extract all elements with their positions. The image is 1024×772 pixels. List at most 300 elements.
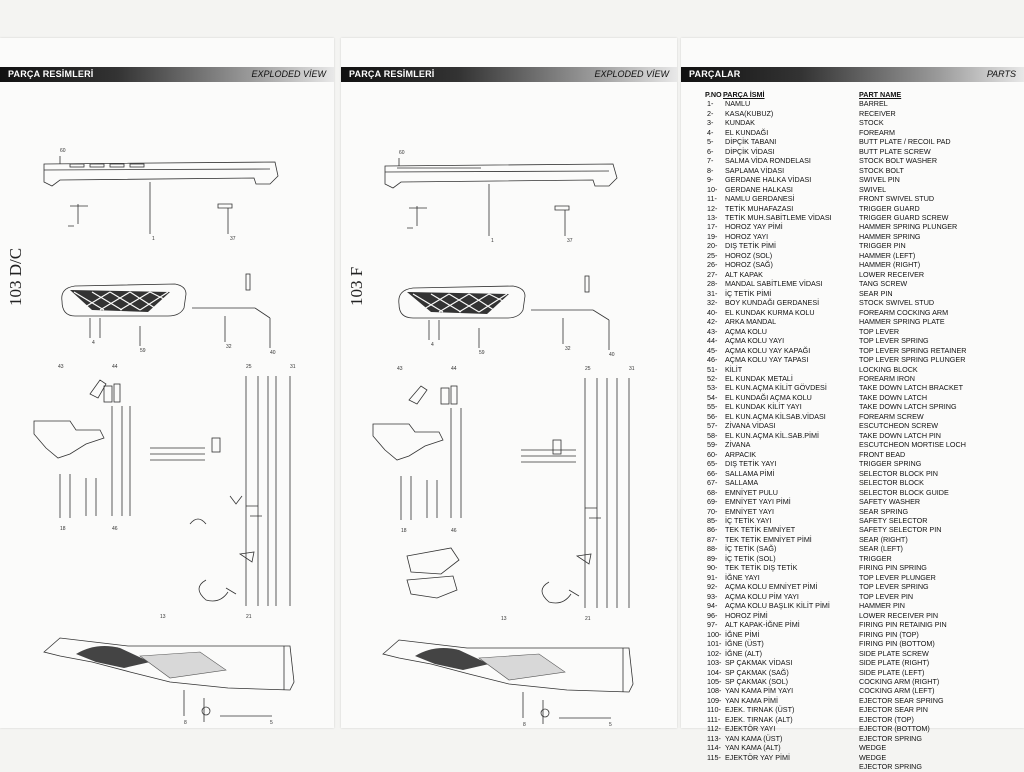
part-name-tr: İĞNE (ÜST) bbox=[725, 639, 764, 649]
part-number: 5- bbox=[707, 137, 714, 147]
part-name-tr: GERDANE HALKA VİDASI bbox=[725, 175, 812, 185]
part-name-tr: EMNİYET PULU bbox=[725, 487, 778, 497]
part-number: 54- bbox=[707, 392, 718, 402]
part-name-tr: EJEKTÖR YAY PİMİ bbox=[725, 752, 790, 762]
part-number: 27- bbox=[707, 269, 718, 279]
part-row-tr bbox=[705, 525, 855, 534]
part-name-tr: KİLİT bbox=[725, 364, 743, 374]
part-name-en: STOCK bbox=[859, 118, 884, 128]
part-row-tr bbox=[705, 450, 855, 459]
part-name-tr: İÇ TETİK (SOL) bbox=[725, 553, 776, 563]
part-name-en: TRIGGER GUARD SCREW bbox=[859, 213, 949, 223]
parts-column-en bbox=[859, 90, 1019, 772]
part-number: 25- bbox=[707, 250, 718, 260]
part-name-tr: İĞNE (ALT) bbox=[725, 648, 763, 658]
part-number: 31- bbox=[707, 288, 718, 298]
part-row-tr bbox=[705, 601, 855, 610]
part-name-en: FIRING PIN (TOP) bbox=[859, 629, 919, 639]
part-number: 102- bbox=[707, 648, 722, 658]
part-number: 96- bbox=[707, 610, 718, 620]
part-row-tr bbox=[705, 554, 855, 563]
svg-text:31: 31 bbox=[290, 364, 296, 370]
part-number: 110- bbox=[707, 705, 721, 715]
part-row-tr bbox=[705, 582, 855, 591]
svg-text:13: 13 bbox=[501, 616, 507, 622]
part-row-tr bbox=[705, 213, 855, 222]
svg-text:4: 4 bbox=[92, 340, 95, 346]
part-name-tr: AÇMA KOLU YAY TAPASI bbox=[725, 355, 809, 365]
part-row-tr bbox=[705, 677, 855, 686]
part-name-en: TRIGGER PIN bbox=[859, 241, 906, 251]
part-name-en: SAFETY WASHER bbox=[859, 497, 921, 507]
part-number: 112- bbox=[707, 724, 721, 734]
part-name-en: EJECTOR SEAR SPRING bbox=[859, 695, 944, 705]
part-row-tr bbox=[705, 497, 855, 506]
exploded-view-drawing bbox=[341, 86, 677, 726]
part-row-tr bbox=[705, 317, 855, 326]
part-number: 115- bbox=[707, 752, 721, 762]
exploded-view-page-left bbox=[0, 38, 334, 728]
part-name-en: TOP LEVER SPRING bbox=[859, 582, 929, 592]
part-name-tr: SP ÇAKMAK (SAĞ) bbox=[725, 667, 789, 677]
svg-text:44: 44 bbox=[112, 364, 118, 370]
part-number: 13- bbox=[707, 213, 718, 223]
svg-text:18: 18 bbox=[60, 526, 66, 532]
part-name-tr: SALLAMA bbox=[725, 478, 759, 488]
part-name-tr: DIŞ TETİK YAYI bbox=[725, 459, 777, 469]
svg-text:59: 59 bbox=[479, 350, 485, 356]
part-name-tr: EL KUNDAK KURMA KOLU bbox=[725, 307, 815, 317]
part-name-tr: ALT KAPAK bbox=[725, 269, 763, 279]
part-name-en: TAKE DOWN LATCH PIN bbox=[859, 430, 941, 440]
part-number: 65- bbox=[707, 459, 718, 469]
svg-text:60: 60 bbox=[399, 150, 405, 156]
part-number: 40- bbox=[707, 307, 718, 317]
part-name-en: COCKING ARM (LEFT) bbox=[859, 686, 935, 696]
part-row-tr bbox=[705, 365, 855, 374]
part-row-tr bbox=[705, 734, 855, 743]
part-name-en: EJECTOR (BOTTOM) bbox=[859, 724, 930, 734]
svg-text:25: 25 bbox=[246, 364, 252, 370]
part-row-tr bbox=[705, 289, 855, 298]
part-number: 52- bbox=[707, 373, 718, 383]
part-name-tr: SALMA VİDA RONDELASI bbox=[725, 156, 811, 166]
part-name-en: FOREARM COCKING ARM bbox=[859, 307, 949, 317]
part-number: 109- bbox=[707, 695, 722, 705]
pno-header: P.NO bbox=[705, 90, 722, 99]
part-row-tr bbox=[705, 156, 855, 165]
part-name-tr: ZİVANA bbox=[725, 440, 751, 450]
part-row-tr bbox=[705, 563, 855, 572]
part-number: 32- bbox=[707, 298, 718, 308]
part-name-en: FOREARM SCREW bbox=[859, 411, 924, 421]
part-name-tr: EMNİYET YAYI PİMİ bbox=[725, 497, 791, 507]
part-name-tr: AÇMA KOLU YAY KAPAĞI bbox=[725, 345, 811, 355]
part-name-en: TRIGGER GUARD bbox=[859, 203, 920, 213]
svg-text:21: 21 bbox=[585, 616, 591, 622]
part-name-tr: KUNDAK bbox=[725, 118, 755, 128]
part-name-en: ESCUTCHEON MORTISE LOCH bbox=[859, 440, 966, 450]
part-number: 87- bbox=[707, 534, 718, 544]
part-row-tr bbox=[705, 535, 855, 544]
part-number: 42- bbox=[707, 317, 718, 327]
svg-text:46: 46 bbox=[451, 528, 457, 534]
parts-header-en: PART NAME bbox=[859, 90, 902, 99]
part-name-tr: AÇMA KOLU EMNİYET PİMİ bbox=[725, 582, 818, 592]
part-name-tr: EL KUNDAĞI AÇMA KOLU bbox=[725, 392, 812, 402]
part-row-tr bbox=[705, 279, 855, 288]
part-row-tr bbox=[705, 336, 855, 345]
svg-text:43: 43 bbox=[397, 366, 403, 372]
part-name-en: SELECTOR BLOCK PIN bbox=[859, 468, 938, 478]
part-name-en: SELECTOR BLOCK bbox=[859, 478, 924, 488]
part-name-en: HAMMER SPRING PLATE bbox=[859, 317, 945, 327]
svg-text:18: 18 bbox=[401, 528, 407, 534]
part-name-tr: ARPACIK bbox=[725, 449, 757, 459]
part-name-en: HAMMER (LEFT) bbox=[859, 250, 916, 260]
part-row-tr bbox=[705, 166, 855, 175]
header-title-tr: PARÇA RESİMLERİ bbox=[8, 69, 94, 79]
part-name-tr: EL KUN.AÇMA KİL.SAB.PİMİ bbox=[725, 430, 819, 440]
part-name-en: EJECTOR (TOP) bbox=[859, 714, 914, 724]
part-name-en: TOP LEVER PLUNGER bbox=[859, 572, 936, 582]
part-name-en: HAMMER (RIGHT) bbox=[859, 260, 921, 270]
part-name-en: TAKE DOWN LATCH bbox=[859, 392, 928, 402]
part-number: 1- bbox=[707, 99, 714, 109]
part-number: 103- bbox=[707, 658, 722, 668]
part-name-tr: YAN KAMA (ÜST) bbox=[725, 733, 783, 743]
svg-text:31: 31 bbox=[629, 366, 635, 372]
svg-text:46: 46 bbox=[112, 526, 118, 532]
part-row-tr bbox=[705, 649, 855, 658]
part-number: 46- bbox=[707, 355, 718, 365]
part-name-tr: DIŞ TETİK PİMİ bbox=[725, 241, 776, 251]
part-name-tr: İÇ TETİK (SAĞ) bbox=[725, 544, 777, 554]
part-name-en: BUTT PLATE SCREW bbox=[859, 146, 931, 156]
part-row-tr bbox=[705, 232, 855, 241]
part-name-en: FOREARM IRON bbox=[859, 373, 915, 383]
part-number: 86- bbox=[707, 525, 718, 535]
part-number: 97- bbox=[707, 620, 718, 630]
part-name-tr: TETİK MUHAFAZASI bbox=[725, 203, 794, 213]
svg-text:44: 44 bbox=[451, 366, 457, 372]
part-name-en: HAMMER SPRING PLUNGER bbox=[859, 222, 958, 232]
part-name-en: BARREL bbox=[859, 99, 888, 109]
part-row-tr bbox=[705, 516, 855, 525]
part-number: 94- bbox=[707, 601, 718, 611]
part-row-tr bbox=[705, 658, 855, 667]
part-row-tr bbox=[705, 478, 855, 487]
part-number: 88- bbox=[707, 544, 718, 554]
part-name-en: FRONT BEAD bbox=[859, 449, 906, 459]
part-name-tr: HOROZ PİMİ bbox=[725, 610, 768, 620]
part-row-tr bbox=[705, 393, 855, 402]
part-name-en: EJECTOR SPRING bbox=[859, 733, 922, 743]
part-number: 10- bbox=[707, 184, 718, 194]
part-number: 7- bbox=[707, 156, 714, 166]
svg-text:4: 4 bbox=[431, 342, 434, 348]
part-number: 2- bbox=[707, 108, 714, 118]
part-name-en: TAKE DOWN LATCH BRACKET bbox=[859, 383, 963, 393]
part-name-tr: ZİVANA VİDASI bbox=[725, 421, 776, 431]
part-number: 28- bbox=[707, 279, 718, 289]
part-number: 43- bbox=[707, 326, 718, 336]
svg-text:32: 32 bbox=[226, 344, 232, 350]
part-name-tr: EJEK. TIRNAK (ALT) bbox=[725, 714, 793, 724]
header-title-tr: PARÇA RESİMLERİ bbox=[349, 69, 435, 79]
part-row-tr bbox=[705, 185, 855, 194]
part-number: 90- bbox=[707, 563, 718, 573]
part-name-tr: TEK TETİK DIŞ TETİK bbox=[725, 563, 798, 573]
part-name-tr: SALLAMA PİMİ bbox=[725, 468, 775, 478]
part-name-en: STOCK BOLT bbox=[859, 165, 904, 175]
model-label: 103 D/C bbox=[6, 247, 25, 306]
part-name-tr: SP ÇAKMAK VİDASI bbox=[725, 658, 793, 668]
part-number: 104- bbox=[707, 667, 722, 677]
part-name-tr: GERDANE HALKASI bbox=[725, 184, 793, 194]
section-header bbox=[681, 67, 1024, 82]
svg-text:59: 59 bbox=[140, 348, 146, 354]
part-row-tr bbox=[705, 592, 855, 601]
part-row-tr bbox=[705, 469, 855, 478]
svg-text:37: 37 bbox=[567, 238, 573, 244]
part-name-tr: HOROZ (SAĞ) bbox=[725, 260, 773, 270]
part-name-en: WEDGE bbox=[859, 743, 887, 753]
part-name-en: SIDE PLATE SCREW bbox=[859, 648, 929, 658]
part-row-tr bbox=[705, 611, 855, 620]
part-number: 113- bbox=[707, 733, 721, 743]
part-number: 92- bbox=[707, 582, 718, 592]
part-number: 12- bbox=[707, 203, 718, 213]
part-name-en: SEAR (RIGHT) bbox=[859, 534, 908, 544]
part-name-en: TOP LEVER PIN bbox=[859, 591, 914, 601]
part-number: 66- bbox=[707, 468, 718, 478]
part-number: 20- bbox=[707, 241, 718, 251]
part-row-tr bbox=[705, 327, 855, 336]
part-name-en: TAKE DOWN LATCH SPRING bbox=[859, 402, 957, 412]
part-name-tr: YAN KAMA PİMİ bbox=[725, 695, 778, 705]
part-row-tr bbox=[705, 696, 855, 705]
part-name-tr: TEK TETİK EMNİYET bbox=[725, 525, 796, 535]
part-name-en: STOCK SWIVEL STUD bbox=[859, 298, 935, 308]
part-row-tr bbox=[705, 724, 855, 733]
header-title-en: EXPLODED VİEW bbox=[594, 69, 669, 79]
part-row-tr bbox=[705, 431, 855, 440]
part-row-tr bbox=[705, 762, 855, 771]
part-row-tr bbox=[705, 374, 855, 383]
part-number: 89- bbox=[707, 553, 718, 563]
part-number: 111- bbox=[707, 714, 721, 724]
part-name-en: TOP LEVER SPRING RETAINER bbox=[859, 345, 967, 355]
part-number: 101- bbox=[707, 639, 722, 649]
part-name-tr: HOROZ YAY PİMİ bbox=[725, 222, 783, 232]
part-name-en: TOP LEVER SPRING bbox=[859, 336, 929, 346]
part-row-tr bbox=[705, 630, 855, 639]
part-name-tr: YAN KAMA (ALT) bbox=[725, 743, 781, 753]
part-name-en: TOP LEVER bbox=[859, 326, 900, 336]
svg-text:60: 60 bbox=[60, 148, 66, 154]
svg-text:40: 40 bbox=[270, 350, 276, 356]
exploded-view-page-middle bbox=[341, 38, 677, 728]
part-row-tr bbox=[705, 204, 855, 213]
part-number: 11- bbox=[707, 194, 717, 204]
parts-table bbox=[681, 90, 1024, 772]
part-name-en: FIRING PIN SPRING bbox=[859, 563, 927, 573]
part-name-en: SAFETY SELECTOR bbox=[859, 516, 928, 526]
part-name-en: HAMMER SPRING bbox=[859, 231, 921, 241]
svg-text:25: 25 bbox=[585, 366, 591, 372]
part-name-tr: İÇ TETİK YAYI bbox=[725, 516, 772, 526]
part-name-en: COCKING ARM (RIGHT) bbox=[859, 676, 940, 686]
part-number: 4- bbox=[707, 127, 714, 137]
part-name-en: TOP LEVER SPRING PLUNGER bbox=[859, 355, 966, 365]
part-number: 3- bbox=[707, 118, 714, 128]
part-number: 26- bbox=[707, 260, 718, 270]
part-number: 68- bbox=[707, 487, 718, 497]
part-row-tr bbox=[705, 507, 855, 516]
part-name-tr: SP ÇAKMAK (SOL) bbox=[725, 676, 788, 686]
part-name-tr: SAPLAMA VİDASI bbox=[725, 165, 785, 175]
svg-text:37: 37 bbox=[230, 236, 236, 242]
part-row-tr bbox=[705, 109, 855, 118]
part-row-tr bbox=[705, 620, 855, 629]
part-number: 8- bbox=[707, 165, 714, 175]
part-row-tr bbox=[705, 260, 855, 269]
part-name-en: FIRING PIN RETAINIG PIN bbox=[859, 620, 947, 630]
part-name-en: SEAR PIN bbox=[859, 288, 893, 298]
part-name-tr: EL KUNDAĞI bbox=[725, 127, 769, 137]
part-number: 67- bbox=[707, 478, 718, 488]
part-name-en: EJECTOR SPRING bbox=[859, 762, 922, 772]
svg-text:13: 13 bbox=[160, 614, 166, 620]
part-name-tr: İĞNE PİMİ bbox=[725, 629, 760, 639]
part-name-tr: DİPÇİK VİDASI bbox=[725, 146, 775, 156]
parts-list-page bbox=[681, 38, 1024, 772]
part-number: 114- bbox=[707, 743, 721, 753]
part-name-tr: NAMLU GERDANESİ bbox=[725, 194, 795, 204]
part-number: 91- bbox=[707, 572, 718, 582]
part-number: 19- bbox=[707, 231, 718, 241]
part-name-tr: ALT KAPAK-İĞNE PİMİ bbox=[725, 620, 800, 630]
part-number: 17- bbox=[707, 222, 718, 232]
part-row-tr bbox=[705, 705, 855, 714]
section-header bbox=[0, 67, 334, 82]
parts-header-tr bbox=[705, 90, 855, 99]
part-name-tr: MANDAL SABİTLEME VİDASI bbox=[725, 279, 823, 289]
part-name-tr: ARKA MANDAL bbox=[725, 317, 777, 327]
svg-text:5: 5 bbox=[270, 720, 273, 726]
part-name-en: RECEIVER bbox=[859, 108, 896, 118]
part-name-en: SWIVEL PIN bbox=[859, 175, 900, 185]
part-row-tr bbox=[705, 668, 855, 677]
part-name-tr: HOROZ (SOL) bbox=[725, 250, 773, 260]
svg-text:1: 1 bbox=[491, 238, 494, 244]
part-name-tr: EL KUN.AÇMA KİLSAB.VİDASI bbox=[725, 411, 826, 421]
part-number: 60- bbox=[707, 449, 718, 459]
part-number: 56- bbox=[707, 411, 718, 421]
part-number: 45- bbox=[707, 345, 718, 355]
part-row-tr bbox=[705, 241, 855, 250]
part-name-en: EJECTOR SEAR PIN bbox=[859, 705, 928, 715]
part-row-tr bbox=[705, 488, 855, 497]
part-row-tr bbox=[705, 137, 855, 146]
header-title-en: EXPLODED VİEW bbox=[251, 69, 326, 79]
part-number: 69- bbox=[707, 497, 718, 507]
part-name-tr: YAN KAMA PİM YAYI bbox=[725, 686, 794, 696]
part-row-tr bbox=[705, 270, 855, 279]
part-name-tr: İÇ TETİK PİMİ bbox=[725, 288, 772, 298]
part-number: 9- bbox=[707, 175, 714, 185]
part-number: 59- bbox=[707, 440, 718, 450]
part-name-en: TRIGGER SPRING bbox=[859, 459, 922, 469]
part-number: 53- bbox=[707, 383, 718, 393]
part-name-tr: EJEKTÖR YAYI bbox=[725, 724, 776, 734]
part-name-en: SAFETY SELECTOR PIN bbox=[859, 525, 942, 535]
part-name-tr: BOY KUNDAĞI GERDANESİ bbox=[725, 298, 820, 308]
part-name-en: SIDE PLATE (LEFT) bbox=[859, 667, 925, 677]
part-row-tr bbox=[705, 440, 855, 449]
section-header bbox=[341, 67, 677, 82]
part-name-en: SEAR (LEFT) bbox=[859, 544, 903, 554]
part-number: 85- bbox=[707, 516, 718, 526]
part-name-en: TANG SCREW bbox=[859, 279, 908, 289]
part-number: 51- bbox=[707, 364, 718, 374]
part-row-tr bbox=[705, 753, 855, 762]
part-number: 57- bbox=[707, 421, 718, 431]
part-name-tr: EL KUN.AÇMA KİLİT GÖVDESİ bbox=[725, 383, 827, 393]
part-row-tr bbox=[705, 194, 855, 203]
part-name-en: TRIGGER bbox=[859, 553, 892, 563]
part-name-tr: TETİK MUH.SABİTLEME VİDASI bbox=[725, 213, 832, 223]
part-row-tr bbox=[705, 412, 855, 421]
part-name-en: WEDGE bbox=[859, 752, 887, 762]
part-row-tr bbox=[705, 355, 855, 364]
part-number: 105- bbox=[707, 676, 722, 686]
header-title-tr: PARÇALAR bbox=[689, 69, 741, 79]
part-row-tr bbox=[705, 383, 855, 392]
part-name-tr: EMNİYET YAYI bbox=[725, 506, 774, 516]
part-number: 100- bbox=[707, 629, 722, 639]
part-row-tr bbox=[705, 573, 855, 582]
part-name-tr: İĞNE YAYI bbox=[725, 572, 760, 582]
part-number: 108- bbox=[707, 686, 722, 696]
part-name-en: BUTT PLATE / RECOIL PAD bbox=[859, 137, 951, 147]
part-number: 58- bbox=[707, 430, 718, 440]
part-name-en: LOWER RECEIVER bbox=[859, 269, 925, 279]
part-row-tr bbox=[705, 544, 855, 553]
part-number: 93- bbox=[707, 591, 718, 601]
part-name-en: SIDE PLATE (RIGHT) bbox=[859, 658, 930, 668]
part-row-tr bbox=[705, 715, 855, 724]
part-name-en: HAMMER PIN bbox=[859, 601, 905, 611]
svg-text:5: 5 bbox=[609, 722, 612, 728]
part-name-tr: KASA(KUBUZ) bbox=[725, 108, 774, 118]
part-row-tr bbox=[705, 251, 855, 260]
part-row-tr bbox=[705, 308, 855, 317]
part-number: 6- bbox=[707, 146, 714, 156]
part-name-tr: TEK TETİK EMNİYET PİMİ bbox=[725, 534, 812, 544]
part-row-tr bbox=[705, 99, 855, 108]
part-row-tr bbox=[705, 222, 855, 231]
part-name-en: FOREARM bbox=[859, 127, 895, 137]
svg-text:40: 40 bbox=[609, 352, 615, 358]
part-name-tr: AÇMA KOLU BAŞLIK KİLİT PİMİ bbox=[725, 601, 830, 611]
part-row-tr bbox=[705, 459, 855, 468]
part-row-tr bbox=[705, 147, 855, 156]
header-title-en: PARTS bbox=[986, 69, 1016, 79]
part-name-tr: EJEK. TIRNAK (ÜST) bbox=[725, 705, 795, 715]
model-label: 103 F bbox=[347, 266, 366, 306]
